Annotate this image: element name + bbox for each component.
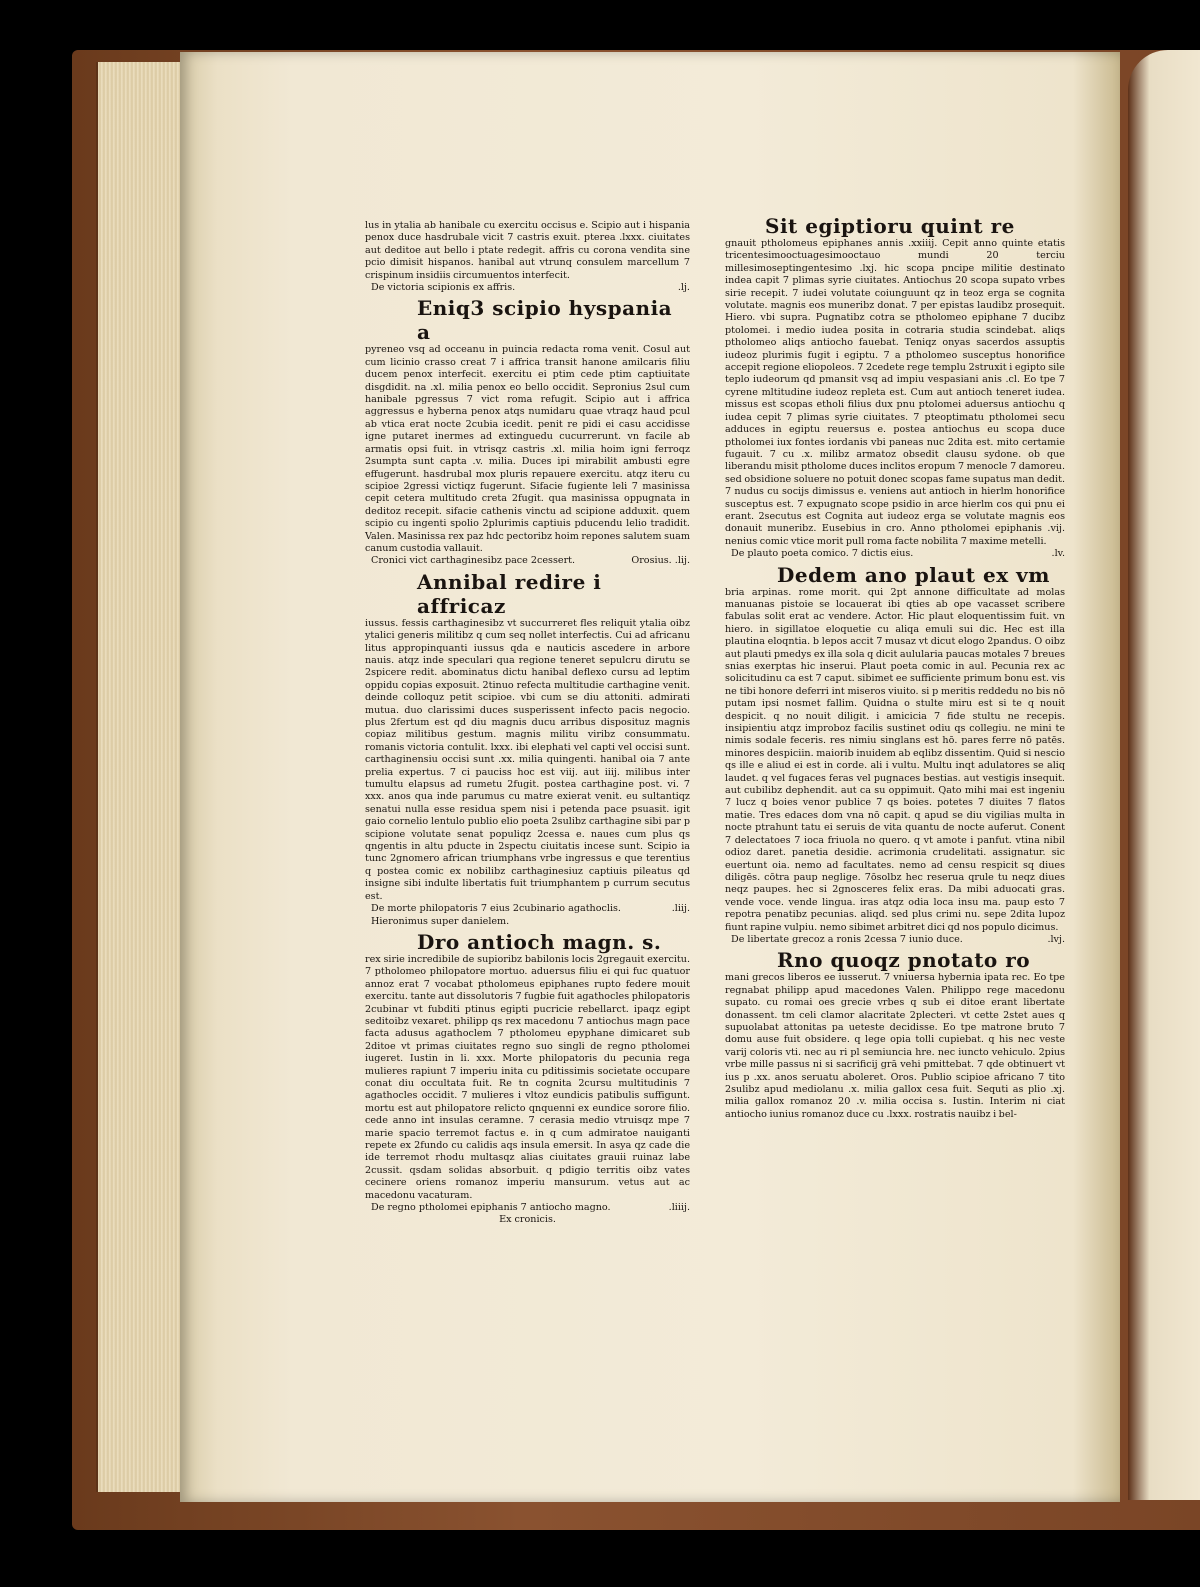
left-heading-1: Eniq3 scipio hyspania a <box>417 296 673 345</box>
chapter-number: Orosius. .lij. <box>631 555 690 567</box>
left-rubric-4b: Ex cronicis. <box>499 1214 556 1226</box>
right-para-1: gnauit ptholomeus epiphanes annis .xxiiij. Cepit anno quinte etatis tricentesimooctuagesimooctauo mundi 20 terciu millesimoseptingentesimo .lxj. hic scopa pncipe militie destinato indea capit 7 plimas syrie ciuitates. Antiochus 20 scopa supato vrbes sirie recepit. 7 iudei volutate coiunguunt qz in teoz erga se cognita volutate. magnis eos muneribz donat. 7 per epistas laudibz prosequit. Hiero. vbi supra. Pugnatibz cotra se ptholomeo epiphane 7 ducibz ptolomei. i medio iudea posita in cotraria studia scindebat. aliqs ptholomeo aliqs antiocho fauebat. Teniqz onyas sacerdos assuptis iudeoz plurimis fugit i egiptu. 7 a ptholomeo susceptus honorifice accepit regione eliopoleos. 7 2cedete rege templu 2struxit i egipto sile teplo iudeorum qd pmansit vsq ad impiu vespasiani anis .cl. Eo tpe 7 cyrene mltitudine iudeoz repleta est. Cum aut antioch teneret iudea. missus est scopas etholi filius dux pnu ptolomei aduersus antiochu q iudea cepit 7 plimas syrie ciuitates. 7 pteoptimatu ptholomei secu adduces in egiptu reuersus e. postea antiochus eu scopa duce ptholomei iux fontes iordanis vbi paneas nuc 2dita est. mito certamie fugauit. 7 cu .x. milibz armatoz obsedit clausu sydone. ob que liberandu misit ptholome duces inclitos eropum 7 menocle 7 damoreu. sed obsidione soluere no potuit donec scopas fame supatus man dedit. 7 nudus cu socijs dimissus e. veniens aut antioch in hierlm honorifice susceptus est. 7 expugnato scope psidio in arce hierlm cos qui pnu ei erant. 2secutus est Cognita aut iudeoz erga se volutate magnis eos donauit muneribz. Eusebius in cro. Anno ptholomei epiphanis .vij. nenius comic vtice morit pull roma facte nobilita 7 maxime metelli. <box>725 238 1065 547</box>
rubric-text: De plauto poeta comico. 7 dictis eius. <box>731 548 914 560</box>
chapter-number: .lj. <box>677 282 690 294</box>
right-para-3: mani grecos liberos ee iusserut. 7 vniuersa hybernia ipata rec. Eo tpe regnabat philipp apud macedones Valen. Philippo rege macedonu supato. cu romai oes grecie vrbes q sub ei ditoe erant libertate donassent. tm celi clamor alacritate 2plecteri. vt cette 2stet aues q supuolabat attonitas pa ueteste decidisse. Eo tpe matrone bruto 7 domu ause fuit obsidere. q lege opia tolli cupiebat. q his nec veste varij coloris vti. nec au ri pl semiuncia hre. nec iuncto vehiculo. 2pius vrbe mille passus ni si sacrificij grā vehi pmittebat. 7 qde obtinuert vt ius p .xx. anos seruatu aboleret. Oros. Publio scipioe africano 7 tito 2sulibz apud mediolanu .x. milia gallox cesa fuit. Sequti as plio .xj. milia gallox romanoz 20 .v. milia occisa s. Iustin. Interim ni ciat antiocho iunius romanoz duce cu .lxxx. rostratis nauibz i bel- <box>725 972 1065 1120</box>
chapter-number: .lv. <box>1051 548 1065 560</box>
page-edges <box>96 62 188 1492</box>
left-heading-2: Annibal redire i affricaz <box>417 569 602 618</box>
left-rubric-1 <box>365 282 690 294</box>
chapter-number: .lvj. <box>1047 933 1065 945</box>
rubric-text: De regno ptholomei epiphanis 7 antiocho magno. <box>371 1202 611 1214</box>
left-rubric-3b <box>365 916 690 928</box>
rubric-text: Hieronimus super danielem. <box>371 915 510 927</box>
left-column <box>365 220 690 1227</box>
right-column <box>725 212 1065 1121</box>
right-rubric-2 <box>725 934 1065 946</box>
left-rubric-2 <box>365 555 690 567</box>
right-para-2: bria arpinas. rome morit. qui 2pt annone difficultate ad molas manuanas pistoie se locauerat ibi qties ab ope vacasset scribere fabulas solit erat ac vendere. Actor. Hic plaut eloquentissim fuit. vn hiero. in sigillatoe eloquetie cu aliqa emuli sui dic. Hec est illa plautina eloqntia. b lepos accit 7 musaz vt dicut elogo 2pandus. O oibz aut plauti pmedys ex illa sola q dicit aulularia paucas motales 7 breues snias exerptas hic inserui. Plaut poeta comic in aul. Pecunia rex ac solicitudinu ca est 7 caput. sibimet ee sufficiente primum bonu est. vis ne tibi honore deferri int miseros viuito. si p meritis reddedu no bis nō putam ipsi nosmet fallim. Quidna o stulte miru est si te q nouit despicit. q no nouit diligit. i amicicia 7 fide stultu ne recepis. insipientiu atqz improboz facilis sustinet odiu qs collegiu. ne mini te nimis sodale feceris. res nimiu singlans est hō. pares ferre nō patēs. minores despiciin. maiorib inuidem ab eqlibz dissentim. Quid si nescio qs ille e aliud ei est in corde. ali i vultu. Multu inqt adulatores se aliq laudet. q vel fugaces feras vel pugnaces bestias. aut vestigis insequit. aut cubilibz dephendit. aut ca su oppimuit. Qato mihi mai est ingeniu 7 lucz q boies venor publice 7 qs boies. potetes 7 diuites 7 flatos matie. Tres edaces dom vna nō capit. q apud se diu vigilias multa in nocte ptrahunt tatu ei seruis de vita quantu de nocte auferut. Conent 7 delectatoes 7 ioca friuola no quero. q vt amote i panfut. vtina nibil odioz daret. panetia desidie. acrimonia crudelitati. assignatur. sic euertunt oia. nemo ad facultates. nemo ad censu respicit sq diues diligēs. cōtra paup neglige. 7ōsolbz hec reserua qrule tu neqz diues neqz paupes. hec si 2gnosceres felix eras. Da mibi aduocati gras. vende voce. vende lingua. iras atqz odia loca insu ma. paup esto 7 repotra penatibz pecunias. aliqd. sed plus crimi nu. sepe 2dita lupoz fiunt rapine vulpiu. nemo sibimet arbitret dici qd nos populo dicimus. <box>725 586 1065 933</box>
chapter-number: .liij. <box>671 903 690 915</box>
rubric-text: Cronici vict carthaginesibz pace 2cessert. <box>371 555 576 567</box>
left-para-3: iussus. fessis carthaginesibz vt succurreret fles reliquit ytalia oibz ytalici generis militibz q cum seq nollet interfectis. Cui ad africanu litus appropinquanti iussus qda e nauticis ascedere in arbore nauis. atqz inde speculari qua regione teneret sepulcru dirutu se 2spicere redit. abominatus dictu hanibal deflexo cursu ad leptim oppidu copias exposuit. 2tinuo refecta multitudie carthagine venit. deinde colloquz petit scipioe. vbi cum se diu attoniti. admirati mutua. duo clarissimi duces susperissent infecto pacis negocio. plus 2fertum est qd diu magnis ducu arribus disposituz magnis copiaz militibus gestum. magnis militu viribz consummatu. romanis victoria contulit. lxxx. ibi elephati vel capti vel occisi sunt. carthaginensiu occisi sunt .xx. milia quingenti. hanibal oia 7 ante prelia expertus. 7 ci pauciss hoc est viij. aut iiij. milibus inter tumultu elapsus ad rumetu 2fugit. postea carthagine post. vi. 7 xxx. anos qua inde parumus cu matre exierat venit. eu sultantiqz senatui nulla esse residua spem nisi i petenda pace psuasit. igit gaio cornelio lentulo publio elio poeta 2sulibz carthagine sibi par p scipione volutate senat populiqz 2cessa e. naues cum plus qs qngentis in altu pducte in 2spectu ciuitatis incese sunt. Scipio ia tunc 2gnomero african triumphans vrbe ingressus e que terentius q postea comic ex nobilibz carthaginesiuz captiuis pileatus qd insigne sibi indulte libertatis fuit triumphantem p currum secutus est. <box>365 617 690 902</box>
facing-page-edge <box>1128 50 1200 1500</box>
right-heading-1: Sit egiptioru quint re <box>765 214 1015 238</box>
right-heading-2: Dedem ano plaut ex vm <box>777 562 1050 587</box>
left-rubric-4 <box>365 1202 690 1214</box>
rubric-text: De victoria scipionis ex affris. <box>371 282 516 294</box>
left-para-1: lus in ytalia ab hanibale cu exercitu occisus e. Scipio aut i hispania penox duce hasdrubale vicit 7 castris exuit. pterea .lxxx. ciuitates aut deditoe aut bello i ptate redegit. affris cu corona vendita sine pcio dimisit hispanos. hanibal aut vtrunq consulem marcellum 7 crispinum insidiis circumuentos interfecit. <box>365 220 690 281</box>
chapter-number: .liiij. <box>668 1202 690 1214</box>
rubric-text: De morte philopatoris 7 eius 2cubinario agathoclis. <box>371 903 621 915</box>
left-para-4: rex sirie incredibile de supioribz babilonis locis 2gregauit exercitu. 7 ptholomeo philopatore mortuo. aduersus filiu ei qui fuc quatuor annoz erat 7 vocabat ptholomeus epiphanes rupto federe mouit exercitu. tante aut dissolutoris 7 fugbie fuit agathocles philopatoris 2cubinar vt fubditi ptinus egipti pucricie rebellarct. ipaqz egipt seditoibz vexaret. philipp qs rex macedonu 7 antiochus magn pace facta adusus agathoclem 7 ptholomeu epyphane dimicaret sub 2ditoe vt primas ciuitates regno suo singli de regno ptholomei iugeret. Iustin in li. xxx. Morte philopatoris du pecunia rega mulieres rapiunt 7 imperiu inita cu pditissimis societate occupare conat diu occultata fuit. Re tn cognita 2cursu multitudinis 7 agathocles occidit. 7 mulieres i vltoz eundicis patibulis suffigunt. mortu est aut philopatore relicto qnquenni ex eundice sorore filio. cede anno int insulas ceramne. 7 cerasia medio vtruisqz mpe 7 marie spacio terremot factus e. in q cum admiratoe nauiganti repete ex 2fundo cu calidis aqs insula emersit. In asya qz cade die ide terremot rhodu multasqz alias ciuitates grauii ruinaz labe 2cussit. qsdam solidas absorbuit. q pdigio territis oibz vates cecinere oriens romanoz imperiu mansurum. vetus aut ac macedonu vacaturam. <box>365 953 690 1201</box>
left-rubric-3 <box>365 903 690 915</box>
book-page <box>180 52 1120 1502</box>
right-rubric-1 <box>725 548 1065 560</box>
right-heading-3: Rno quoqz pnotato ro <box>777 948 1031 973</box>
left-para-2: pyreneo vsq ad occeanu in puincia redacta roma venit. Cosul aut cum licinio crasso creat 7 i affrica transit hanone amilcaris filiu ducem penox interfecit. exercitu ei ptim cede ptim captiuitate disgdidit. na .xl. milia penox eo bello occidit. Sepronius 2sul cum hanibale pgressus 7 vict roma refugit. Scipio aut i affrica aggressus e hyberna penox atqs numidaru quae vtraqz haud pcul ab vtica erat nocte 2cubia icedit. penit re pidi ei casu accidisse igne putaret inermes ad extinguedu cucurrerunt. vn facile ab armatis opsi fuit. in vtrisqz castris .xl. milia hoim igni ferroqz 2sumpta sunt capta .v. milia. Duces ipi mirabilit ambusti egre effugerunt. hasdrubal mox pluris repauere exercitu. atqz iteru cu scipioe 2gressi victiqz fugerunt. Sifacie fugiente leli 7 masinissa cepit cetera multitudo creta 2fugit. qua masinissa oppugnata in deditoz recepit. sifacie cathenis vinctu ad scipione adduxit. quem scipio cu ingenti spolio 2plurimis captiuis pducendu lelio tradidit. Valen. Masinissa rex paz hdc pectoribz hoim repones salutem suam canum custodia vallauit. <box>365 344 690 554</box>
left-heading-3: Dro antioch magn. s. <box>417 929 662 954</box>
rubric-text: De libertate grecoz a ronis 2cessa 7 iunio duce. <box>731 933 963 945</box>
